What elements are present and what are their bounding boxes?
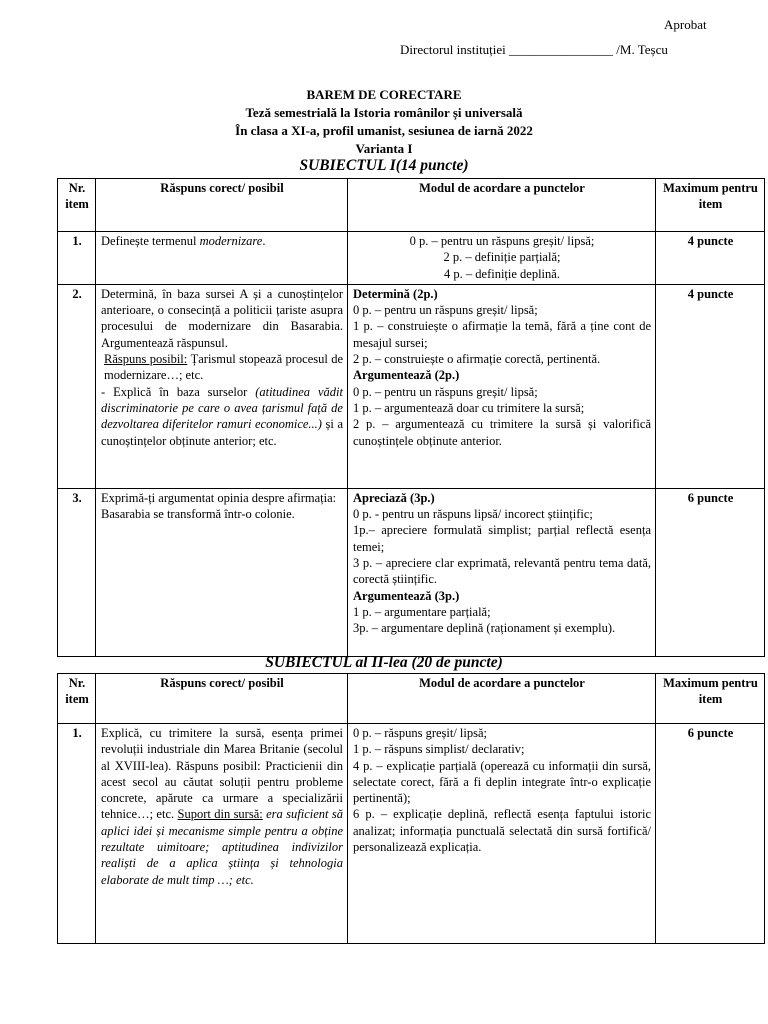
title-line-1: BAREM DE CORECTARE [306, 87, 462, 102]
header-mode: Modul de acordare a punctelor [348, 179, 656, 232]
table-header-row [58, 674, 765, 724]
item-max-points: 4 puncte [656, 284, 765, 488]
title-line-2: Teză semestrială la Istoria românilor și universală [245, 105, 523, 120]
item-number: 1. [58, 232, 96, 285]
item-max-points: 6 puncte [656, 488, 765, 656]
subject-1-table [57, 178, 765, 657]
table-row [58, 284, 765, 488]
item-mode: 0 p. – răspuns greșit/ lipsă; 1 p. – răspuns simplist/ declarativ; 4 p. – explicație parțială (operează cu informații din sursă, selectate corect, fără a fi deplin integrate într-o explicație pertinentă); 6 p. – explicație deplină, reflectă esența faptului istoric analizat; informația punctuală selectată din sursă fortifică/ personalizează explicația. [348, 724, 656, 944]
item-answer: Definește termenul modernizare. [96, 232, 348, 285]
title-line-4: Varianta I [355, 141, 413, 156]
table-header-row [58, 179, 765, 232]
document-title-block [0, 86, 768, 158]
header-answer: Răspuns corect/ posibil [96, 179, 348, 232]
director-name: /M. Teșcu [616, 42, 668, 57]
subject-2-table [57, 673, 765, 944]
header-mode: Modul de acordare a punctelor [348, 674, 656, 724]
item-max-points: 4 puncte [656, 232, 765, 285]
item-number: 1. [58, 724, 96, 944]
title-line-3: În clasa a XI-a, profil umanist, sesiunea de iarnă 2022 [235, 123, 533, 138]
item-mode: 0 p. – pentru un răspuns greșit/ lipsă; 2 p. – definiție parțială; 4 p. – definiție deplină. [348, 232, 656, 285]
subject-2-title: SUBIECTUL al II-lea (20 de puncte) [265, 654, 503, 671]
item-max-points: 6 puncte [656, 724, 765, 944]
header-max: Maximum pentru item [656, 674, 765, 724]
header-max: Maximum pentru item [656, 179, 765, 232]
item-answer: Determină, în baza sursei A și a cunoștințelor anterioare, o consecință a politicii țariste asupra procesului de modernizare din Basarabia. Argumentează răspunsul. Răspuns posibil: Țarismul stopează procesul de modernizare…; etc. - Explică în baza surselor (atitudinea vădit discriminatorie pe care o avea țarismul față de dezvoltarea diferitelor ramuri economice...) și a cunoștințelor obținute anterior; etc. [96, 284, 348, 488]
subject-1-title: SUBIECTUL I(14 puncte) [299, 157, 469, 174]
table-row [58, 232, 765, 285]
header-nr: Nr. item [58, 179, 96, 232]
signature-blank: ________________ [509, 42, 614, 57]
item-number: 3. [58, 488, 96, 656]
table-row [58, 488, 765, 656]
director-label: Directorul instituției [400, 42, 506, 57]
director-signature-line [400, 42, 668, 58]
header-nr: Nr. item [58, 674, 96, 724]
item-answer: Exprimă-ți argumentat opinia despre afirmația: Basarabia se transformă într-o colonie. [96, 488, 348, 656]
table-row [58, 724, 765, 944]
header-answer: Răspuns corect/ posibil [96, 674, 348, 724]
item-mode: Apreciază (3p.) 0 p. - pentru un răspuns lipsă/ incorect științific; 1p.– apreciere formulată simplist; parțial reflectă esența temei; 3 p. – apreciere clar exprimată, relevantă pentru tema dată, corectă științific. Argumentează (3p.) 1 p. – argumentare parțială; 3p. – argumentare deplină (raționament și exemplu). [348, 488, 656, 656]
item-answer: Explică, cu trimitere la sursă, esența primei revoluții industriale din Marea Britanie (secolul al XVIII-lea). Răspuns posibil: Practicienii din acest secol au căutat soluții pentru probleme concrete, apărute ca urmare a specializării tehnice…; etc. Suport din sursă: era suficient să aplici idei și mecanisme simple pentru a obține rezultate uimitoare; aptitudinea indivizilor realiști de a aplica știința și tehnologia elaborate de mult timp …; etc. [96, 724, 348, 944]
item-number: 2. [58, 284, 96, 488]
approval-label: Aprobat [664, 17, 707, 32]
item-mode: Determină (2p.) 0 p. – pentru un răspuns greșit/ lipsă; 1 p. – construiește o afirmație la temă, fără a ține cont de mesajul sursei; 2 p. – construiește o afirmație corectă, pertinentă. Argumentează (2p.) 0 p. – pentru un răspuns greșit/ lipsă; 1 p. – argumentează doar cu trimitere la sursă; 2 p. – argumentează cu trimitere la sursă și valorifică cunoștințele obținute anterior. [348, 284, 656, 488]
